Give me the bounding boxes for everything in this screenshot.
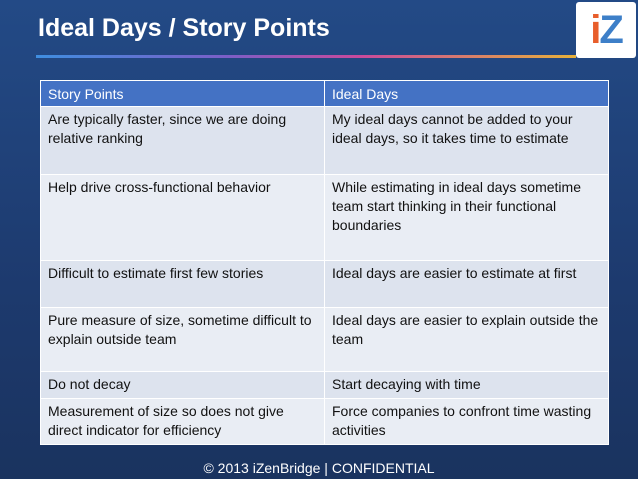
ideal-days-cell: Force companies to confront time wasting activities [325, 399, 609, 445]
ideal-days-cell: Start decaying with time [325, 372, 609, 399]
logo-letter-z: Z [599, 8, 622, 52]
table-row [41, 107, 609, 175]
title-divider [36, 55, 576, 58]
comparison-table [40, 80, 609, 445]
slide-footer: © 2013 iZenBridge | CONFIDENTIAL [203, 460, 435, 476]
ideal-days-cell: My ideal days cannot be added to your ideal days, so it takes time to estimate [325, 107, 609, 175]
table-row [41, 261, 609, 308]
header-ideal-days: Ideal Days [325, 81, 609, 107]
table-row [41, 175, 609, 261]
izenbridge-logo [576, 2, 636, 58]
story-points-cell: Do not decay [41, 372, 325, 399]
logo-wordmark [590, 10, 622, 50]
table-row [41, 308, 609, 372]
story-points-cell: Pure measure of size, sometime difficult to explain outside team [41, 308, 325, 372]
table-header-row [41, 81, 609, 107]
story-points-cell: Difficult to estimate first few stories [41, 261, 325, 308]
story-points-cell: Are typically faster, since we are doing relative ranking [41, 107, 325, 175]
ideal-days-cell: While estimating in ideal days sometime team start thinking in their functional boundaries [325, 175, 609, 261]
logo-letter-i: i [590, 8, 600, 52]
slide-title: Ideal Days / Story Points [38, 14, 330, 42]
table-row [41, 399, 609, 445]
ideal-days-cell: Ideal days are easier to estimate at first [325, 261, 609, 308]
story-points-cell: Measurement of size so does not give direct indicator for efficiency [41, 399, 325, 445]
header-story-points: Story Points [41, 81, 325, 107]
story-points-cell: Help drive cross-functional behavior [41, 175, 325, 261]
ideal-days-cell: Ideal days are easier to explain outside the team [325, 308, 609, 372]
table-row [41, 372, 609, 399]
